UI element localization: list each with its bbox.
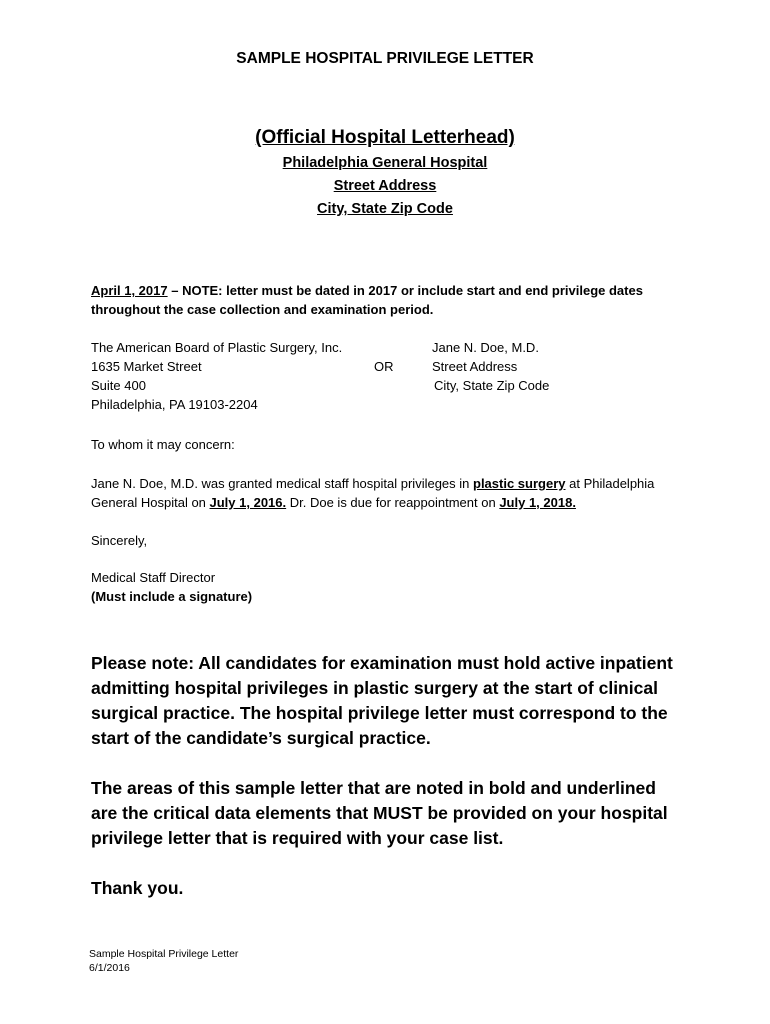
- grant-date: July 1, 2016.: [209, 495, 287, 510]
- closing: Sincerely,: [91, 533, 148, 548]
- letterhead-street-address: Street Address: [333, 178, 437, 194]
- please-note-line: admitting hospital privileges in plastic surgery at the start of clinical: [91, 678, 658, 698]
- body-text: General Hospital on: [91, 495, 210, 510]
- page-title: SAMPLE HOSPITAL PRIVILEGE LETTER: [236, 50, 534, 67]
- recipient-right-line: Street Address: [432, 359, 518, 374]
- body-text: at Philadelphia: [565, 476, 655, 491]
- reappointment-date: July 1, 2018.: [499, 495, 576, 510]
- date-note: – NOTE: letter must be dated in 2017 or include start and end privilege dates: [167, 283, 643, 298]
- areas-note-line: The areas of this sample letter that are noted in bold and underlined: [91, 778, 656, 798]
- letterhead-city-state-zip: City, State Zip Code: [317, 201, 453, 217]
- letterhead-title: (Official Hospital Letterhead): [255, 127, 515, 148]
- salutation: To whom it may concern:: [91, 437, 235, 452]
- recipient-right-line: Jane N. Doe, M.D.: [432, 340, 539, 355]
- body-line: [91, 493, 576, 512]
- letter-date: April 1, 2017: [91, 283, 168, 298]
- signature-note: (Must include a signature): [91, 589, 253, 604]
- date-line: [91, 281, 643, 300]
- or-separator: OR: [374, 359, 394, 374]
- letterhead-hospital-name: Philadelphia General Hospital: [282, 155, 488, 171]
- recipient-right-line: City, State Zip Code: [434, 378, 550, 393]
- areas-note-line: are the critical data elements that MUST be provided on your hospital: [91, 803, 668, 823]
- body-text: Dr. Doe is due for reappointment on: [286, 495, 500, 510]
- please-note-line: start of the candidate’s surgical practice.: [91, 728, 431, 748]
- please-note-line: Please note: All candidates for examination must hold active inpatient: [91, 653, 673, 673]
- date-note-continued: throughout the case collection and examination period.: [91, 302, 434, 317]
- footer-title: Sample Hospital Privilege Letter: [89, 948, 239, 960]
- please-note-line: surgical practice. The hospital privilege letter must correspond to the: [91, 703, 668, 723]
- body-line: [91, 474, 654, 493]
- recipient-left-line: Philadelphia, PA 19103-2204: [91, 397, 258, 412]
- footer-date: 6/1/2016: [89, 962, 130, 974]
- thank-you: Thank you.: [91, 878, 184, 898]
- recipient-left-line: 1635 Market Street: [91, 359, 202, 374]
- body-text: Jane N. Doe, M.D. was granted medical staff hospital privileges in: [91, 476, 473, 491]
- areas-note-line: privilege letter that is required with your case list.: [91, 828, 504, 848]
- specialty: plastic surgery: [473, 476, 566, 491]
- recipient-left-line: The American Board of Plastic Surgery, Inc.: [91, 340, 343, 355]
- recipient-left-line: Suite 400: [91, 378, 146, 393]
- signer-title: Medical Staff Director: [91, 570, 216, 585]
